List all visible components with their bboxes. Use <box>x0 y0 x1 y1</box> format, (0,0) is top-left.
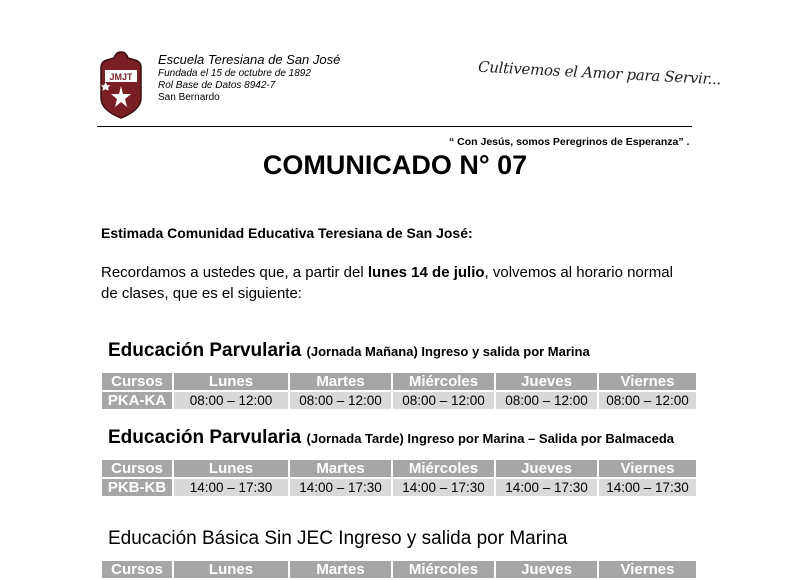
header-cell: Viernes <box>598 373 697 391</box>
header-cell: Martes <box>289 460 392 478</box>
header-cell: Lunes <box>173 561 289 579</box>
header-cell: Miércoles <box>392 561 495 579</box>
table-row <box>102 391 697 409</box>
time-cell: 08:00 – 12:00 <box>598 391 697 409</box>
time-cell: 14:00 – 17:30 <box>495 478 598 496</box>
time-cell: 08:00 – 12:00 <box>392 391 495 409</box>
schedule-table <box>102 373 698 409</box>
school-name: Escuela Teresiana de San José <box>158 52 341 67</box>
table-header-row <box>102 460 697 478</box>
header-cell: Jueves <box>495 561 598 579</box>
table-header-row <box>102 561 697 579</box>
school-motto: Cultivemos el Amor para Servir... <box>477 57 722 89</box>
header-cell: Viernes <box>598 460 697 478</box>
section-title-main: Educación Parvularia <box>108 340 302 361</box>
time-cell: 14:00 – 17:30 <box>173 478 289 496</box>
header-cell: Miércoles <box>392 460 495 478</box>
header-cell: Miércoles <box>392 373 495 391</box>
intro-before: Recordamos a ustedes que, a partir del <box>101 264 368 281</box>
header-cell: Cursos <box>102 460 173 478</box>
header-cell: Jueves <box>495 373 598 391</box>
time-cell: 14:00 – 17:30 <box>392 478 495 496</box>
header-cell: Cursos <box>102 373 173 391</box>
intro-date: lunes 14 de julio <box>367 264 485 281</box>
school-rbd: Rol Base de Datos 8942-7 <box>158 80 276 91</box>
header-cell: Martes <box>289 373 392 391</box>
time-cell: 14:00 – 17:30 <box>289 478 392 496</box>
header-divider <box>97 126 692 127</box>
section-title <box>108 528 567 550</box>
salutation: Estimada Comunidad Educativa Teresiana de San José: <box>101 225 473 241</box>
intro-after: , volvemos al horario normal de clases, que es el siguiente: <box>101 264 673 302</box>
header-cell: Martes <box>289 561 392 579</box>
course-cell: PKB-KB <box>102 478 173 496</box>
school-crest-logo <box>97 50 145 120</box>
schedule-table <box>102 460 698 496</box>
section-subtitle: (Jornada Mañana) Ingreso y salida por Marina <box>306 344 590 359</box>
school-founded: Fundada el 15 de octubre de 1892 <box>158 68 311 79</box>
header-cell: Lunes <box>173 460 289 478</box>
section-title-main: Educación Básica Sin JEC Ingreso y salida por Marina <box>108 528 568 549</box>
schedule-table <box>102 561 698 580</box>
section-title <box>108 340 590 362</box>
verse-quote: “ Con Jesús, somos Peregrinos de Esperanza” . <box>449 136 690 148</box>
time-cell: 08:00 – 12:00 <box>495 391 598 409</box>
course-cell: PKA-KA <box>102 391 173 409</box>
school-info <box>158 52 340 104</box>
intro-paragraph <box>101 262 691 304</box>
header-cell: Cursos <box>102 561 173 579</box>
table-row <box>102 478 697 496</box>
section-title <box>108 427 674 449</box>
table-header-row <box>102 373 697 391</box>
header-cell: Jueves <box>495 460 598 478</box>
svg-text:JMJT: JMJT <box>109 72 133 82</box>
school-city: San Bernardo <box>158 92 220 103</box>
time-cell: 08:00 – 12:00 <box>173 391 289 409</box>
header-cell: Viernes <box>598 561 697 579</box>
section-title-main: Educación Parvularia <box>108 427 302 448</box>
document-title-text: COMUNICADO N° 07 <box>262 150 528 180</box>
document-title <box>0 150 800 181</box>
section-subtitle: (Jornada Tarde) Ingreso por Marina – Salida por Balmaceda <box>306 431 675 446</box>
time-cell: 14:00 – 17:30 <box>598 478 697 496</box>
time-cell: 08:00 – 12:00 <box>289 391 392 409</box>
header-cell: Lunes <box>173 373 289 391</box>
